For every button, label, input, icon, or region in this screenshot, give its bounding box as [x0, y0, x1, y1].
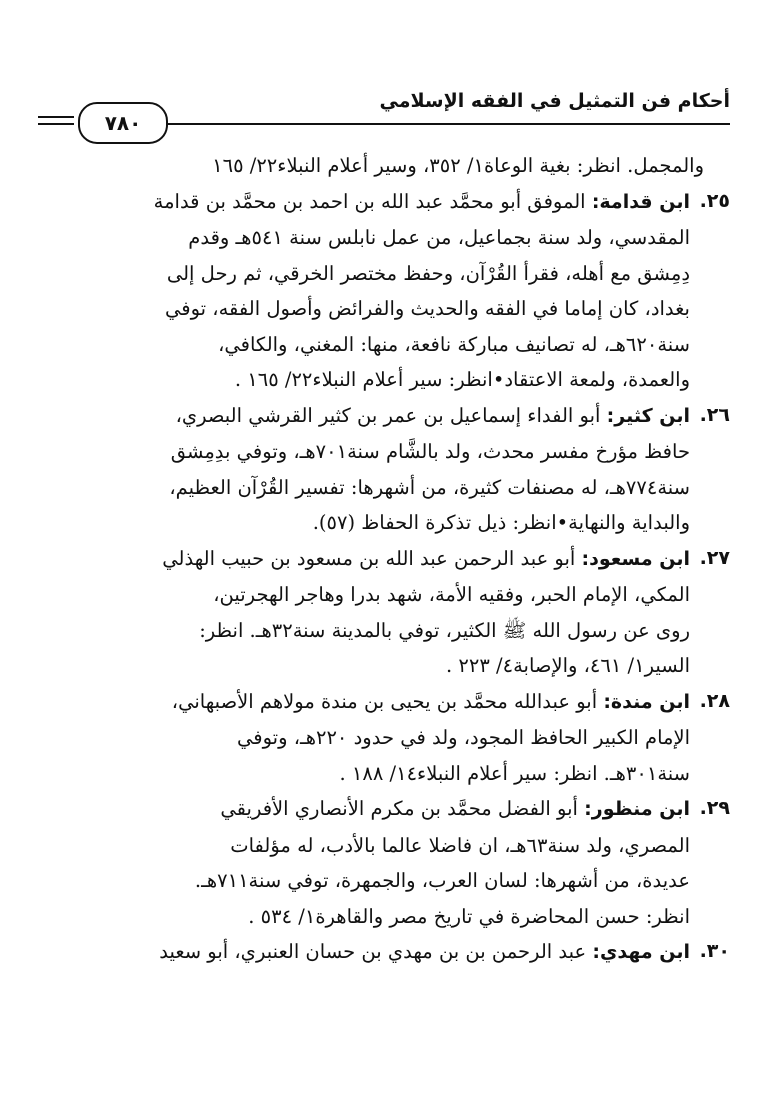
entry-number: ٢٨. [699, 689, 730, 712]
entry-ibn-mahdi [40, 934, 730, 971]
entry-name: ابن منظور: [584, 798, 690, 820]
text-line: والعمدة، ولمعة الاعتقاد•انظر: سير أعلام النبلاء٢٢/ ١٦٥ . [234, 368, 690, 391]
entry-number: ٢٦. [699, 403, 730, 426]
page-number: ٧٨٠ [104, 111, 142, 135]
text-line: المصري، ولد سنة٦٣هـ، ان فاضلا عالما بالأدب، له مؤلفات [230, 833, 690, 857]
text-line: المكي، الإمام الحبر، وفقيه الأمة، شهد بدرا وهاجر الهجرتين، [213, 583, 690, 606]
text-line: الإمام الكبير الحافظ المجود، ولد في حدود ٢٢٠هـ، وتوفي [237, 726, 690, 749]
entry-name: ابن كثير: [606, 404, 690, 427]
entry-ibn-masud [40, 541, 730, 684]
page-number-badge [78, 102, 168, 144]
text-line: بغداد، كان إماما في الفقه والحديث والفرائض وأصول الفقه، توفي [165, 297, 690, 320]
text-line: المقدسي، ولد سنة بجماعيل، من عمل نابلس سنة ٥٤١هـ وقدم [188, 226, 690, 249]
text-line: ابن كثير: أبو الفداء إسماعيل بن عمر بن كثير القرشي البصري، [175, 403, 690, 427]
text-line: ابن مندة: أبو عبدالله محمَّد بن يحيى بن مندة مولاهم الأصبهاني، [171, 689, 690, 713]
text-line: دِمِشق مع أهله، فقرأ القُرْآن، وحفظ مختصر الخرقي، ثم رحل إلى [166, 261, 690, 285]
text-line: حافظ مؤرخ مفسر محدث، ولد بالشَّام سنة٧٠١هـ، وتوفي بدِمِشق [170, 440, 690, 463]
entry-name: ابن قدامة: [591, 190, 690, 213]
entry-ibn-manda [40, 684, 730, 792]
text-line: سنة٦٢٠هـ، له تصانيف مباركة نافعة، منها: المغني، والكافي، [218, 332, 690, 356]
text-line: روى عن رسول الله ﷺ الكثير، توفي بالمدينة سنة٣٢هـ. انظر: [199, 618, 690, 642]
header-rule-left-lower [38, 123, 74, 125]
entry-ibn-kathir [40, 398, 730, 541]
entry-number: ٢٩. [699, 797, 730, 819]
continuation-paragraph [40, 148, 730, 184]
text-line: سنة٣٠١هـ. انظر: سير أعلام النبلاء١٤/ ١٨٨ . [339, 761, 690, 785]
text-line: ابن منظور: أبو الفضل محمَّد بن مكرم الأنصاري الأفريقي [220, 797, 690, 820]
entry-number: ٣٠. [699, 940, 730, 962]
text-line: سنة٧٧٤هـ، له مصنفات كثيرة، من أشهرها: تفسير القُرْآن العظيم، [169, 475, 690, 499]
header-rule [168, 123, 730, 125]
text-line: عديدة، من أشهرها: لسان العرب، والجمهرة، توفي سنة٧١١هـ. [194, 869, 690, 892]
text-line: السير١/ ٤٦١، والإصابة٤/ ٢٢٣ . [445, 654, 690, 677]
text-line: ابن مسعود: أبو عبد الرحمن عبد الله بن مسعود بن حبيب الهذلي [162, 546, 690, 570]
text-line: والبداية والنهاية•انظر: ذيل تذكرة الحفاظ (٥٧). [312, 511, 690, 534]
entry-ibn-qudama [40, 184, 730, 398]
entry-name: ابن مندة: [603, 690, 690, 713]
entry-name: ابن مسعود: [581, 547, 690, 570]
text-line: انظر: حسن المحاضرة في تاريخ مصر والقاهرة١/ ٥٣٤ . [248, 904, 690, 928]
text-line: والمجمل. انظر: بغية الوعاة١/ ٣٥٢، وسير أعلام النبلاء٢٢/ ١٦٥ [212, 154, 704, 177]
entry-name: ابن مهدي: [592, 941, 690, 963]
text-line: ابن مهدي: عبد الرحمن بن بن مهدي بن حسان العنبري، أبو سعيد [159, 940, 690, 963]
header-rule-left-upper [38, 116, 74, 118]
entry-ibn-manzur [40, 791, 730, 934]
text-line: ابن قدامة: الموفق أبو محمَّد عبد الله بن احمد بن محمَّد بن قدامة [153, 189, 690, 213]
entry-number: ٢٥. [699, 189, 730, 212]
page-header [38, 80, 730, 136]
entry-number: ٢٧. [699, 546, 730, 569]
running-title: أحكام فن التمثيل في الفقه الإسلامي [379, 90, 730, 112]
page-body [40, 148, 730, 971]
